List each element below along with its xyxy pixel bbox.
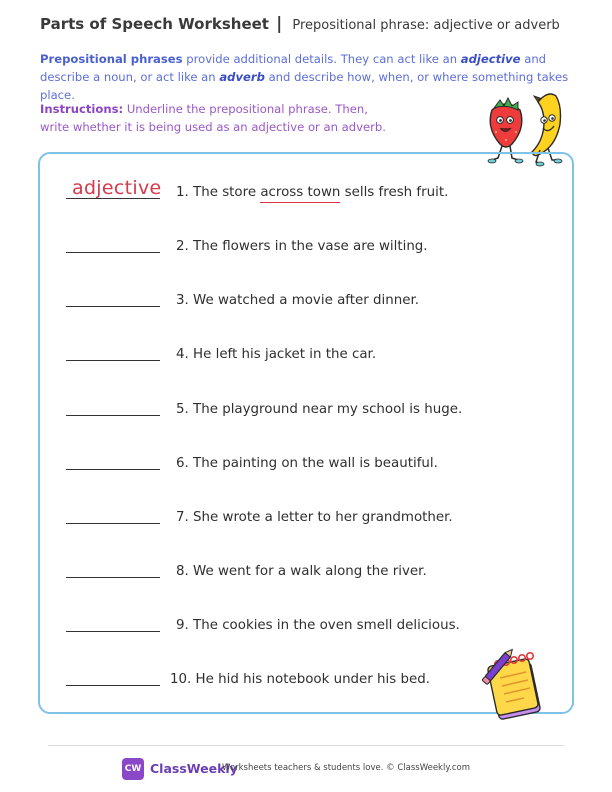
- worksheet-subtitle: Prepositional phrase: adjective or adverb: [292, 18, 560, 33]
- answer-blank[interactable]: [66, 685, 160, 686]
- instructions-label: Instructions:: [40, 102, 124, 116]
- exercise-row-3: [66, 293, 486, 315]
- exercise-row-7: [66, 510, 486, 532]
- footer-brand[interactable]: ClassWeekly: [150, 761, 238, 776]
- intro-adjective: adjective: [460, 52, 521, 66]
- exercise-sentence: 10. He hid his notebook under his bed.: [170, 672, 430, 687]
- answer-blank[interactable]: [66, 306, 160, 307]
- footer-divider: [48, 745, 564, 746]
- answer-blank[interactable]: [66, 415, 160, 416]
- worksheet-header: [40, 14, 560, 34]
- exercise-sentence: 8. We went for a walk along the river.: [176, 564, 427, 579]
- exercise-sentence: [176, 185, 448, 200]
- intro-text-1: provide additional details. They can act like an: [182, 52, 461, 66]
- classweekly-logo-icon: CW: [122, 758, 144, 780]
- example-answer: adjective: [72, 177, 162, 199]
- intro-text-3: and describe how, when, or where something takes place.: [40, 70, 569, 102]
- sentence-end: sells fresh fruit.: [340, 185, 449, 200]
- exercise-row-2: [66, 239, 486, 261]
- instructions: [40, 100, 440, 136]
- exercise-row-10: [66, 672, 486, 694]
- exercise-sentence: 4. He left his jacket in the car.: [176, 347, 377, 362]
- instructions-line-1: Underline the prepositional phrase. Then,: [123, 102, 368, 116]
- sentence-start: 1. The store: [176, 185, 261, 200]
- underlined-phrase: across town: [260, 185, 341, 200]
- exercise-sentence: 3. We watched a movie after dinner.: [176, 293, 419, 308]
- exercise-row-6: [66, 456, 486, 478]
- exercise-sentence: 5. The playground near my school is huge.: [176, 402, 463, 417]
- title-separator: |: [276, 14, 283, 34]
- exercise-row-5: [66, 402, 486, 424]
- notepad-and-pencil-icon: [480, 648, 550, 720]
- answer-blank[interactable]: [66, 469, 160, 470]
- answer-blank[interactable]: [66, 252, 160, 253]
- instructions-line-2: write whether it is being used as an adjective or an adverb.: [40, 120, 386, 134]
- intro-text-2: and describe a noun, or act like an: [40, 52, 547, 84]
- answer-blank[interactable]: [66, 631, 160, 632]
- worksheet-title: Parts of Speech Worksheet: [40, 15, 269, 33]
- footer-tagline: Worksheets teachers & students love. © ClassWeekly.com: [222, 763, 471, 773]
- intro-adverb: adverb: [219, 70, 265, 84]
- exercise-sentence: 6. The painting on the wall is beautiful.: [176, 456, 438, 471]
- exercise-row-8: [66, 564, 486, 586]
- answer-blank[interactable]: [66, 577, 160, 578]
- answer-blank[interactable]: [66, 360, 160, 361]
- exercise-sentence: 2. The flowers in the vase are wilting.: [176, 239, 428, 254]
- intro-term: Prepositional phrases: [40, 52, 183, 66]
- exercise-row-4: [66, 347, 486, 369]
- exercise-sentence: 7. She wrote a letter to her grandmother.: [176, 510, 453, 525]
- exercise-row-1: [66, 177, 486, 207]
- exercise-row-9: [66, 618, 486, 640]
- exercise-sentence: 9. The cookies in the oven smell delicious.: [176, 618, 460, 633]
- answer-blank[interactable]: [66, 523, 160, 524]
